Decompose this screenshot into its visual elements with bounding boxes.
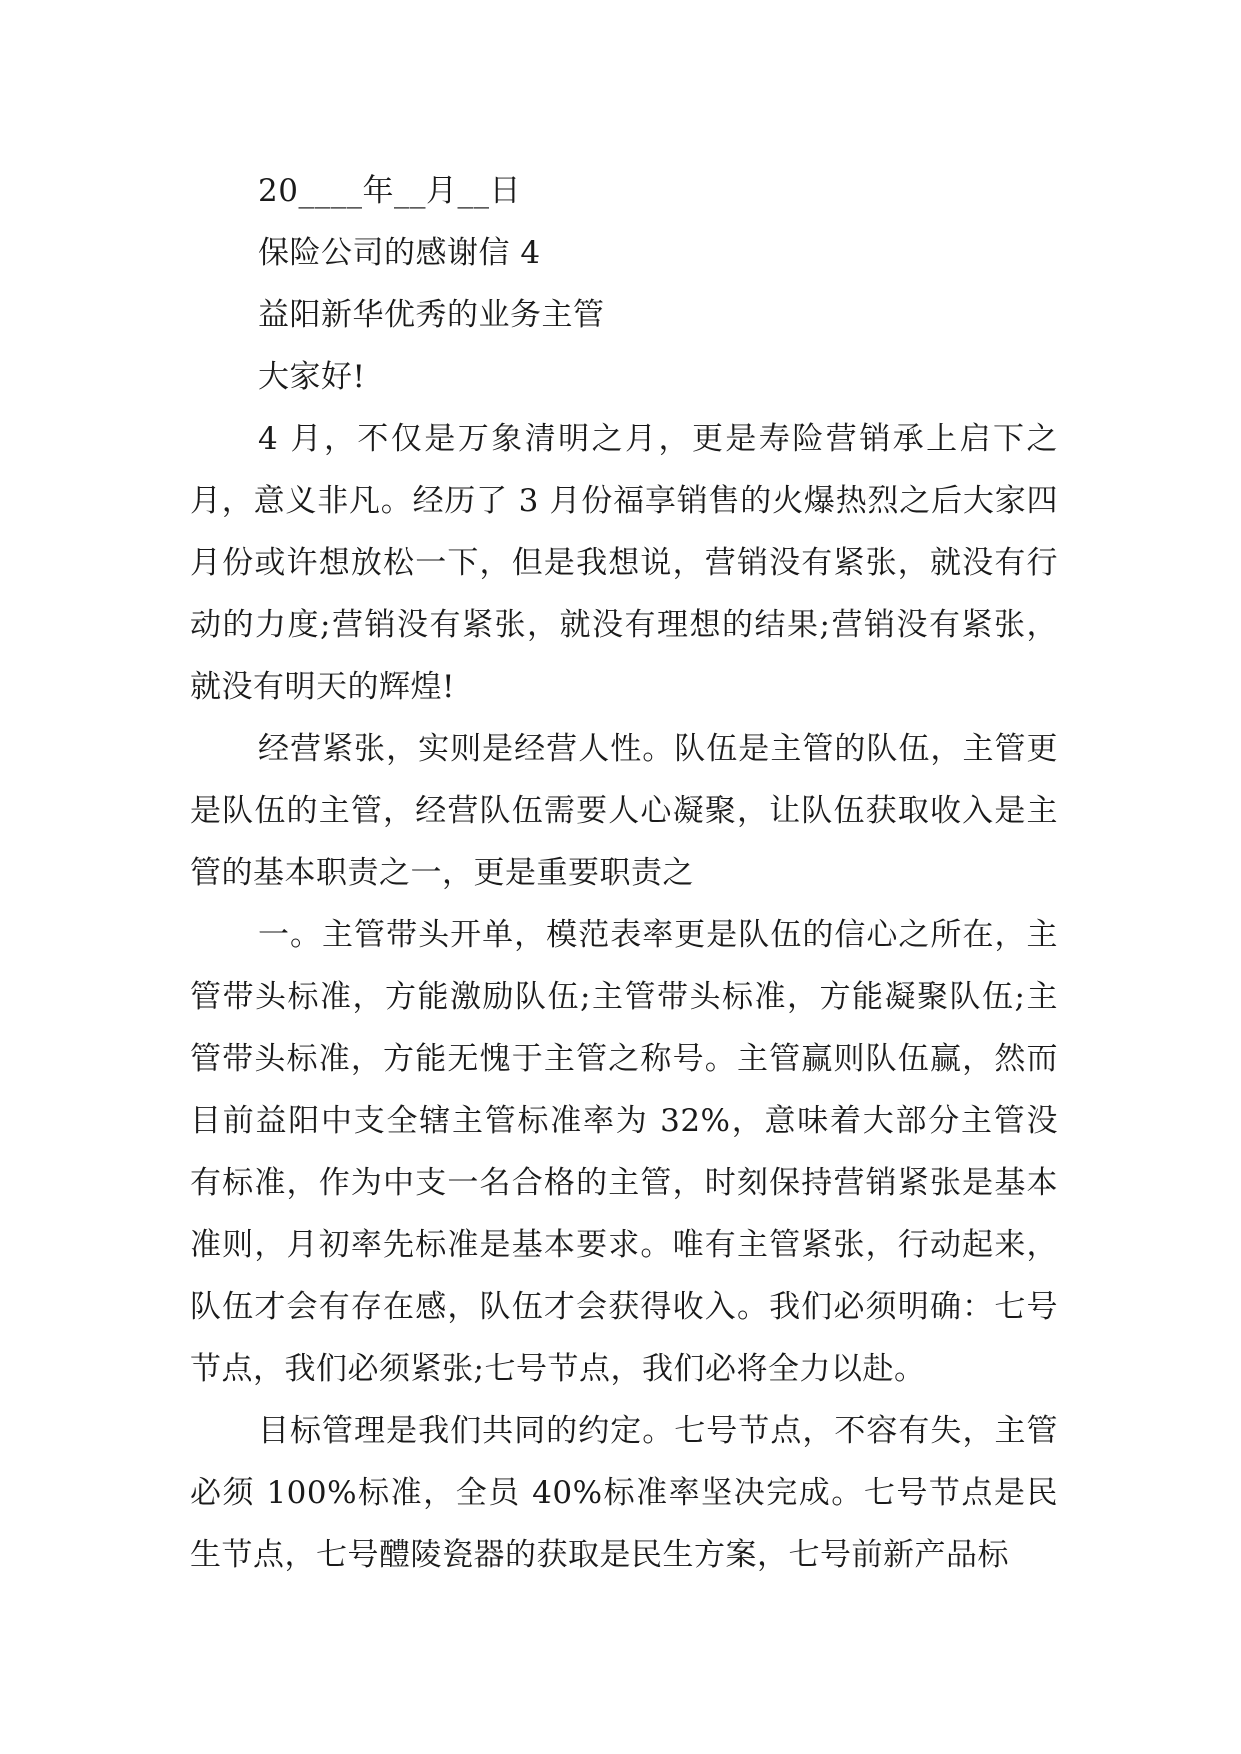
paragraph-2: 经营紧张，实则是经营人性。队伍是主管的队伍，主管更是队伍的主管，经营队伍需要人心凝聚，让队伍获取收入是主管的基本职责之一，更是重要职责之: [190, 731, 1058, 891]
document-body: [190, 160, 1058, 1586]
paragraph-4: 目标管理是我们共同的约定。七号节点，不容有失，主管必须 100%标准，全员 40%标准率坚决完成。七号节点是民生节点，七号醴陵瓷器的获取是民生方案，七号前新产品标: [190, 1413, 1058, 1573]
letter-title: 保险公司的感谢信 4: [258, 235, 541, 271]
paragraph-3: 一。主管带头开单，模范表率更是队伍的信心之所在，主管带头标准，方能激励队伍;主管带头标准，方能凝聚队伍;主管带头标准，方能无愧于主管之称号。主管赢则队伍赢，然而目前益阳中支全辖主管标准率为 32%，意味着大部分主管没有标准，作为中支一名合格的主管，时刻保持营销紧张是基本准则，月初率先标准是基本要求。唯有主管紧张，行动起来，队伍才会有存在感，队伍才会获得收入。我们必须明确：七号节点，我们必须紧张;七号节点，我们必将全力以赴。: [190, 917, 1058, 1387]
addressee: 益阳新华优秀的业务主管: [258, 297, 605, 333]
greeting: 大家好!: [258, 359, 366, 395]
date-line: 20____年__月__日: [258, 173, 521, 209]
paragraph-1: 4 月，不仅是万象清明之月，更是寿险营销承上启下之月，意义非凡。经历了 3 月份福享销售的火爆热烈之后大家四月份或许想放松一下，但是我想说，营销没有紧张，就没有行动的力度;营销没有紧张，就没有理想的结果;营销没有紧张，就没有明天的辉煌!: [190, 421, 1058, 705]
